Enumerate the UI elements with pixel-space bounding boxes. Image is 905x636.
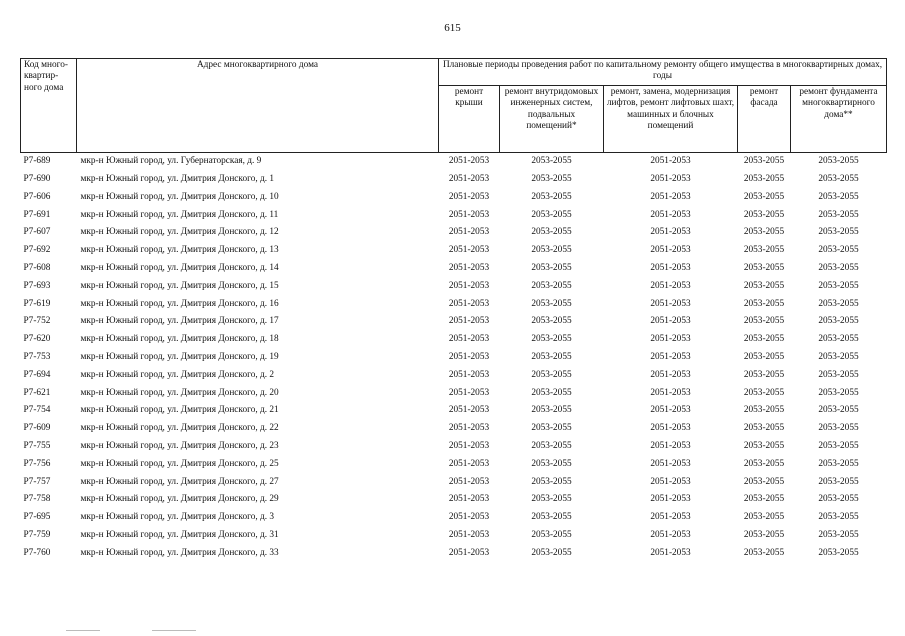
cell-address: мкр-н Южный город, ул. Дмитрия Донского, д. 33 xyxy=(80,547,279,558)
cell-address: мкр-н Южный город, ул. Дмитрия Донского, д. 3 xyxy=(80,512,275,523)
cell-roof: 2051-2053 xyxy=(448,298,490,309)
table-row xyxy=(21,349,887,367)
table-row xyxy=(21,278,887,296)
cell-elevators: 2051-2053 xyxy=(650,245,691,256)
table-row xyxy=(21,367,887,385)
cell-foundation: 2053-2055 xyxy=(818,440,859,451)
cell-code: Р7-695 xyxy=(23,512,51,523)
cell-foundation: 2053-2055 xyxy=(818,458,859,469)
cell-address: мкр-н Южный город, ул. Дмитрия Донского, д. 13 xyxy=(80,245,279,256)
cell-facade: 2053-2055 xyxy=(743,191,785,202)
cell-engineering: 2053-2055 xyxy=(531,352,572,362)
cell-foundation: 2053-2055 xyxy=(818,316,859,327)
repair-schedule-table xyxy=(20,58,887,562)
cell-engineering: 2053-2055 xyxy=(531,405,572,416)
table-row xyxy=(21,509,887,527)
cell-code: Р7-759 xyxy=(23,529,51,540)
cell-address: мкр-н Южный город, ул. Дмитрия Донского, д. 16 xyxy=(80,298,279,309)
cell-elevators: 2051-2053 xyxy=(650,387,691,398)
cell-roof: 2051-2053 xyxy=(448,352,490,362)
cell-engineering: 2053-2055 xyxy=(531,476,572,487)
cell-roof: 2051-2053 xyxy=(448,405,490,416)
cell-facade: 2053-2055 xyxy=(743,476,785,487)
cell-code: Р7-619 xyxy=(23,298,51,309)
cell-elevators: 2051-2053 xyxy=(650,174,691,185)
cell-roof: 2051-2053 xyxy=(448,280,490,291)
cell-facade: 2053-2055 xyxy=(743,352,785,362)
cell-facade: 2053-2055 xyxy=(743,547,785,558)
cell-engineering: 2053-2055 xyxy=(531,156,572,167)
cell-roof: 2051-2053 xyxy=(448,227,490,238)
cell-code: Р7-691 xyxy=(23,209,51,220)
cell-elevators: 2051-2053 xyxy=(650,263,691,274)
cell-address: мкр-н Южный город, ул. Дмитрия Донского, д. 14 xyxy=(80,263,279,274)
scan-mark xyxy=(152,630,196,631)
cell-address: мкр-н Южный город, ул. Дмитрия Донского, д. 19 xyxy=(80,352,279,362)
cell-code: Р7-756 xyxy=(23,458,51,469)
cell-code: Р7-689 xyxy=(23,156,51,167)
cell-facade: 2053-2055 xyxy=(743,369,785,380)
header-engineering: ремонт внутридомовых инженерных систем, подвальных помещений* xyxy=(500,86,604,153)
cell-code: Р7-621 xyxy=(23,387,51,398)
table-row xyxy=(21,313,887,331)
table-row xyxy=(21,456,887,474)
header-elevators: ремонт, замена, модернизация лифтов, ремонт лифтовых шахт, машинных и блочных помещений xyxy=(604,86,738,153)
cell-foundation: 2053-2055 xyxy=(818,298,859,309)
cell-engineering: 2053-2055 xyxy=(531,245,572,256)
cell-facade: 2053-2055 xyxy=(743,512,785,523)
header-periods: Плановые периоды проведения работ по капитальному ремонту общего имущества в многоквартирных домах, годы xyxy=(439,59,887,86)
cell-code: Р7-620 xyxy=(23,334,51,345)
cell-roof: 2051-2053 xyxy=(448,423,490,434)
cell-facade: 2053-2055 xyxy=(743,387,785,398)
cell-facade: 2053-2055 xyxy=(743,316,785,327)
cell-engineering: 2053-2055 xyxy=(531,458,572,469)
cell-elevators: 2051-2053 xyxy=(650,334,691,345)
header-code: Код много-квартир-ного дома xyxy=(21,59,77,153)
cell-foundation: 2053-2055 xyxy=(818,512,859,523)
cell-roof: 2051-2053 xyxy=(448,529,490,540)
cell-address: мкр-н Южный город, ул. Дмитрия Донского, д. 22 xyxy=(80,423,279,434)
cell-address: мкр-н Южный город, ул. Дмитрия Донского, д. 25 xyxy=(80,458,279,469)
cell-roof: 2051-2053 xyxy=(448,156,490,167)
cell-engineering: 2053-2055 xyxy=(531,263,572,274)
cell-roof: 2051-2053 xyxy=(448,334,490,345)
cell-elevators: 2051-2053 xyxy=(650,529,691,540)
cell-elevators: 2051-2053 xyxy=(650,405,691,416)
cell-elevators: 2051-2053 xyxy=(650,512,691,523)
cell-address: мкр-н Южный город, ул. Дмитрия Донского, д. 27 xyxy=(80,476,279,487)
cell-elevators: 2051-2053 xyxy=(650,191,691,202)
cell-code: Р7-693 xyxy=(23,280,51,291)
cell-engineering: 2053-2055 xyxy=(531,423,572,434)
cell-foundation: 2053-2055 xyxy=(818,334,859,345)
table-row xyxy=(21,491,887,509)
table-row xyxy=(21,260,887,278)
cell-foundation: 2053-2055 xyxy=(818,263,859,274)
table-row xyxy=(21,527,887,545)
cell-facade: 2053-2055 xyxy=(743,209,785,220)
cell-address: мкр-н Южный город, ул. Дмитрия Донского, д. 15 xyxy=(80,280,279,291)
cell-address: мкр-н Южный город, ул. Дмитрия Донского, д. 10 xyxy=(80,191,279,202)
cell-address: мкр-н Южный город, ул. Дмитрия Донского, д. 31 xyxy=(80,529,279,540)
cell-foundation: 2053-2055 xyxy=(818,245,859,256)
header-roof: ремонт крыши xyxy=(439,86,500,153)
cell-address: мкр-н Южный город, ул. Дмитрия Донского, д. 21 xyxy=(80,405,279,416)
cell-address: мкр-н Южный город, ул. Дмитрия Донского, д. 11 xyxy=(80,209,279,220)
cell-elevators: 2051-2053 xyxy=(650,156,691,167)
cell-facade: 2053-2055 xyxy=(743,423,785,434)
table-row xyxy=(21,189,887,207)
table-row xyxy=(21,153,887,171)
cell-engineering: 2053-2055 xyxy=(531,369,572,380)
cell-facade: 2053-2055 xyxy=(743,298,785,309)
cell-engineering: 2053-2055 xyxy=(531,334,572,345)
cell-facade: 2053-2055 xyxy=(743,280,785,291)
cell-facade: 2053-2055 xyxy=(743,263,785,274)
cell-facade: 2053-2055 xyxy=(743,458,785,469)
cell-elevators: 2051-2053 xyxy=(650,458,691,469)
cell-elevators: 2051-2053 xyxy=(650,227,691,238)
cell-foundation: 2053-2055 xyxy=(818,174,859,185)
header-foundation: ремонт фундамента многоквартирного дома** xyxy=(791,86,887,153)
table-row xyxy=(21,420,887,438)
cell-facade: 2053-2055 xyxy=(743,156,785,167)
cell-roof: 2051-2053 xyxy=(448,458,490,469)
cell-foundation: 2053-2055 xyxy=(818,423,859,434)
cell-code: Р7-752 xyxy=(23,316,51,327)
table-body xyxy=(21,153,887,563)
table-row xyxy=(21,438,887,456)
cell-engineering: 2053-2055 xyxy=(531,512,572,523)
cell-address: мкр-н Южный город, ул. Дмитрия Донского, д. 18 xyxy=(80,334,279,345)
cell-address: мкр-н Южный город, ул. Дмитрия Донского, д. 17 xyxy=(80,316,279,327)
cell-roof: 2051-2053 xyxy=(448,476,490,487)
cell-code: Р7-757 xyxy=(23,476,51,487)
cell-facade: 2053-2055 xyxy=(743,529,785,540)
cell-foundation: 2053-2055 xyxy=(818,352,859,362)
table-row xyxy=(21,224,887,242)
cell-foundation: 2053-2055 xyxy=(818,387,859,398)
cell-foundation: 2053-2055 xyxy=(818,494,859,505)
table-row xyxy=(21,473,887,491)
cell-address: мкр-н Южный город, ул. Дмитрия Донского, д. 1 xyxy=(80,174,275,185)
page-number: 615 xyxy=(444,22,461,34)
cell-elevators: 2051-2053 xyxy=(650,209,691,220)
cell-code: Р7-606 xyxy=(23,191,51,202)
scan-mark xyxy=(66,630,100,631)
cell-engineering: 2053-2055 xyxy=(531,280,572,291)
cell-roof: 2051-2053 xyxy=(448,245,490,256)
cell-foundation: 2053-2055 xyxy=(818,209,859,220)
cell-foundation: 2053-2055 xyxy=(818,191,859,202)
cell-code: Р7-753 xyxy=(23,352,51,362)
cell-engineering: 2053-2055 xyxy=(531,547,572,558)
cell-code: Р7-758 xyxy=(23,494,51,505)
cell-address: мкр-н Южный город, ул. Губернаторская, д. 9 xyxy=(80,156,262,167)
cell-roof: 2051-2053 xyxy=(448,191,490,202)
cell-address: мкр-н Южный город, ул. Дмитрия Донского, д. 29 xyxy=(80,494,279,505)
cell-facade: 2053-2055 xyxy=(743,245,785,256)
cell-address: мкр-н Южный город, ул. Дмитрия Донского, д. 2 xyxy=(80,369,275,380)
table-row xyxy=(21,384,887,402)
cell-code: Р7-755 xyxy=(23,440,51,451)
cell-foundation: 2053-2055 xyxy=(818,369,859,380)
cell-code: Р7-754 xyxy=(23,405,51,416)
cell-facade: 2053-2055 xyxy=(743,494,785,505)
table-row xyxy=(21,171,887,189)
cell-engineering: 2053-2055 xyxy=(531,174,572,185)
cell-code: Р7-609 xyxy=(23,423,51,434)
table-row xyxy=(21,242,887,260)
cell-facade: 2053-2055 xyxy=(743,334,785,345)
cell-code: Р7-608 xyxy=(23,263,51,274)
cell-foundation: 2053-2055 xyxy=(818,156,859,167)
cell-code: Р7-760 xyxy=(23,547,51,558)
cell-elevators: 2051-2053 xyxy=(650,369,691,380)
cell-code: Р7-692 xyxy=(23,245,51,256)
cell-engineering: 2053-2055 xyxy=(531,209,572,220)
cell-facade: 2053-2055 xyxy=(743,174,785,185)
header-facade: ремонт фасада xyxy=(738,86,791,153)
table-header xyxy=(21,59,887,153)
cell-engineering: 2053-2055 xyxy=(531,529,572,540)
table-row xyxy=(21,295,887,313)
cell-facade: 2053-2055 xyxy=(743,405,785,416)
cell-roof: 2051-2053 xyxy=(448,174,490,185)
cell-foundation: 2053-2055 xyxy=(818,405,859,416)
cell-elevators: 2051-2053 xyxy=(650,298,691,309)
cell-roof: 2051-2053 xyxy=(448,369,490,380)
cell-foundation: 2053-2055 xyxy=(818,476,859,487)
cell-facade: 2053-2055 xyxy=(743,440,785,451)
cell-elevators: 2051-2053 xyxy=(650,494,691,505)
table-row xyxy=(21,402,887,420)
cell-elevators: 2051-2053 xyxy=(650,476,691,487)
cell-code: Р7-694 xyxy=(23,369,51,380)
table-row xyxy=(21,206,887,224)
cell-foundation: 2053-2055 xyxy=(818,280,859,291)
cell-foundation: 2053-2055 xyxy=(818,529,859,540)
cell-engineering: 2053-2055 xyxy=(531,494,572,505)
cell-foundation: 2053-2055 xyxy=(818,227,859,238)
cell-roof: 2051-2053 xyxy=(448,512,490,523)
cell-engineering: 2053-2055 xyxy=(531,298,572,309)
cell-address: мкр-н Южный город, ул. Дмитрия Донского, д. 20 xyxy=(80,387,279,398)
cell-roof: 2051-2053 xyxy=(448,547,490,558)
cell-engineering: 2053-2055 xyxy=(531,440,572,451)
cell-engineering: 2053-2055 xyxy=(531,387,572,398)
cell-roof: 2051-2053 xyxy=(448,209,490,220)
cell-roof: 2051-2053 xyxy=(448,494,490,505)
cell-engineering: 2053-2055 xyxy=(531,227,572,238)
cell-roof: 2051-2053 xyxy=(448,263,490,274)
table-row xyxy=(21,331,887,349)
cell-roof: 2051-2053 xyxy=(448,316,490,327)
cell-foundation: 2053-2055 xyxy=(818,547,859,558)
cell-code: Р7-690 xyxy=(23,174,51,185)
cell-elevators: 2051-2053 xyxy=(650,316,691,327)
cell-roof: 2051-2053 xyxy=(448,440,490,451)
cell-roof: 2051-2053 xyxy=(448,387,490,398)
cell-address: мкр-н Южный город, ул. Дмитрия Донского, д. 23 xyxy=(80,440,279,451)
table-row xyxy=(21,545,887,563)
cell-facade: 2053-2055 xyxy=(743,227,785,238)
cell-address: мкр-н Южный город, ул. Дмитрия Донского, д. 12 xyxy=(80,227,279,238)
cell-elevators: 2051-2053 xyxy=(650,352,691,362)
header-address: Адрес многоквартирного дома xyxy=(77,59,439,153)
cell-code: Р7-607 xyxy=(23,227,51,238)
cell-elevators: 2051-2053 xyxy=(650,547,691,558)
cell-elevators: 2051-2053 xyxy=(650,280,691,291)
cell-elevators: 2051-2053 xyxy=(650,440,691,451)
cell-engineering: 2053-2055 xyxy=(531,316,572,327)
cell-engineering: 2053-2055 xyxy=(531,191,572,202)
cell-elevators: 2051-2053 xyxy=(650,423,691,434)
